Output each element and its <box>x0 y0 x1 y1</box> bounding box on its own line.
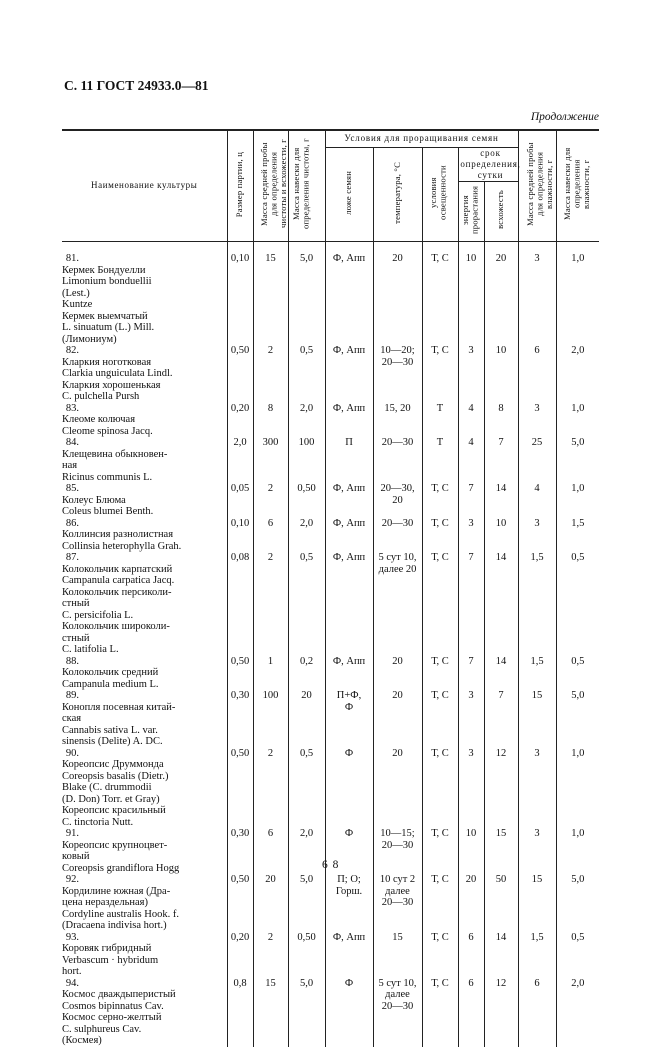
culture-name-line: (Лимониум) <box>62 333 117 345</box>
cell-temperature-line: 10 сут 2 <box>379 874 416 885</box>
cell-seed-bed-line: Ф, Апп <box>332 517 366 529</box>
cell-moisture-weigh-mass: 2,0 <box>556 345 599 403</box>
header-seed-bed: ложе семян <box>325 147 373 242</box>
cell-energy: 20 <box>458 874 484 932</box>
cell-purity-sample-mass: 2,0 <box>288 828 325 874</box>
cell-moisture-sample-mass: 1,5 <box>518 552 556 656</box>
cell-energy: 10 <box>458 242 484 346</box>
cell-lighting: Т, С <box>422 932 458 978</box>
cell-moisture-sample-mass: 3 <box>518 518 556 553</box>
cell-culture-name <box>62 656 227 691</box>
cell-seed-bed <box>325 242 373 346</box>
row-number: 85. <box>65 483 79 494</box>
cell-temperature-line: далее <box>385 989 410 1000</box>
cell-germination: 14 <box>484 656 518 691</box>
culture-name-line: Колокольчик широколи- <box>62 621 170 632</box>
cell-culture-name <box>62 345 227 403</box>
culture-name-line: Collinsia heterophylla Grah. <box>62 540 182 552</box>
cell-temperature-line: 20—30 <box>381 839 414 851</box>
culture-name-line: Limonium bonduellii <box>62 276 152 287</box>
cell-germination: 7 <box>484 437 518 483</box>
cell-seed-bed-line: Ф, Апп <box>332 483 366 494</box>
cell-culture-name <box>62 242 227 346</box>
header-term-group: срок определения, сутки <box>458 147 518 182</box>
cell-purity-sample-mass: 5,0 <box>288 978 325 1047</box>
cell-culture-name <box>62 978 227 1047</box>
cell-seed-bed-line: П+Ф, <box>336 690 362 701</box>
cell-temperature-line: далее <box>385 885 410 897</box>
cell-temperature <box>373 748 422 829</box>
cell-seed-bed <box>325 874 373 932</box>
cell-lot-size: 0,10 <box>227 518 253 553</box>
cell-temperature-line: 10—15; <box>380 828 415 839</box>
cell-avg-sample-mass: 300 <box>253 437 288 483</box>
cell-germination: 50 <box>484 874 518 932</box>
cell-temperature-line: 15 <box>392 931 403 943</box>
culture-name-line: (D. Don) Torr. et Gray) <box>62 793 160 805</box>
culture-name-line: Verbascum · hybridum <box>62 954 159 966</box>
cell-moisture-sample-mass: 3 <box>518 828 556 874</box>
cell-germination: 20 <box>484 242 518 346</box>
culture-name-line: Кореопсис красильный <box>62 805 166 816</box>
cell-purity-sample-mass: 5,0 <box>288 242 325 346</box>
cell-temperature-line: 15, 20 <box>384 402 411 414</box>
header-temperature: температура, °С <box>373 147 422 242</box>
cell-moisture-weigh-mass: 2,0 <box>556 978 599 1047</box>
culture-name-line: Coleus blumei Benth. <box>62 506 154 517</box>
cell-lighting: Т <box>422 403 458 438</box>
culture-name-line: Клещевина обыкновен- <box>62 448 168 460</box>
row-number: 84. <box>65 437 79 448</box>
cell-seed-bed <box>325 552 373 656</box>
cell-seed-bed <box>325 518 373 553</box>
cell-avg-sample-mass: 1 <box>253 656 288 691</box>
cell-purity-sample-mass: 0,50 <box>288 932 325 978</box>
cell-culture-name <box>62 690 227 748</box>
cell-culture-name <box>62 828 227 874</box>
cell-avg-sample-mass: 6 <box>253 828 288 874</box>
cell-germination: 15 <box>484 828 518 874</box>
header-culture-name: Наименование культуры <box>62 130 227 242</box>
table-row <box>62 345 599 403</box>
culture-name-line: Кореопсис крупноцвет- <box>62 839 168 851</box>
cell-temperature-line: 20—30 <box>381 356 414 368</box>
cell-avg-sample-mass: 2 <box>253 932 288 978</box>
cell-energy: 7 <box>458 656 484 691</box>
cell-temperature-line: 5 сут 10, <box>378 552 417 563</box>
cell-purity-sample-mass: 20 <box>288 690 325 748</box>
cell-temperature-line: 20 <box>392 655 403 667</box>
cell-temperature <box>373 828 422 874</box>
culture-name-line: Kuntze <box>62 299 93 310</box>
cell-lighting: Т, С <box>422 483 458 518</box>
cell-temperature-line: 20—30, <box>380 483 415 494</box>
table-row <box>62 874 599 932</box>
cell-seed-bed-line: Ф, Апп <box>332 552 366 563</box>
culture-name-line: sinensis (Delite) A. DC. <box>62 736 163 747</box>
cell-lighting: Т, С <box>422 978 458 1047</box>
cell-moisture-weigh-mass: 1,0 <box>556 828 599 874</box>
cell-lighting: Т, С <box>422 656 458 691</box>
cell-energy: 3 <box>458 748 484 829</box>
culture-name-line: Blake (C. drummodii <box>62 782 152 793</box>
cell-moisture-sample-mass: 3 <box>518 748 556 829</box>
header-lot-size: Размер партии, ц <box>227 130 253 242</box>
cell-seed-bed-line: Ф, Апп <box>332 931 366 943</box>
cell-purity-sample-mass: 0,5 <box>288 345 325 403</box>
cell-temperature-line: 20 <box>392 690 403 701</box>
row-number: 94. <box>65 977 79 989</box>
cell-purity-sample-mass: 2,0 <box>288 403 325 438</box>
cell-energy: 7 <box>458 483 484 518</box>
cell-purity-sample-mass: 2,0 <box>288 518 325 553</box>
cell-lighting: Т, С <box>422 242 458 346</box>
cell-lighting: Т, С <box>422 874 458 932</box>
cell-purity-sample-mass: 0,5 <box>288 748 325 829</box>
cell-temperature-line: 20 <box>392 253 403 264</box>
row-number: 86. <box>65 517 79 529</box>
cell-seed-bed <box>325 932 373 978</box>
culture-name-line: Cleome spinosa Jacq. <box>62 425 153 437</box>
culture-name-line: стный <box>62 632 90 644</box>
cell-seed-bed-line: Ф, Апп <box>332 655 366 667</box>
cell-purity-sample-mass: 100 <box>288 437 325 483</box>
culture-name-line: C. persicifolia L. <box>62 609 134 621</box>
cell-germination: 12 <box>484 978 518 1047</box>
cell-culture-name <box>62 932 227 978</box>
culture-name-line: Космос серно-желтый <box>62 1012 162 1023</box>
cell-lot-size: 0,30 <box>227 690 253 748</box>
cell-temperature <box>373 437 422 483</box>
cell-purity-sample-mass: 5,0 <box>288 874 325 932</box>
header-avg-sample-mass: Масса средней пробы для определения чистоты и всхожести, г <box>253 130 288 242</box>
cell-seed-bed <box>325 978 373 1047</box>
header-lighting: условия освещенности <box>422 147 458 242</box>
cell-temperature-line: 20—30 <box>381 437 414 448</box>
cell-energy: 6 <box>458 978 484 1047</box>
cell-lot-size: 0,10 <box>227 242 253 346</box>
cell-avg-sample-mass: 2 <box>253 748 288 829</box>
header-energy: энергия прорастания <box>458 182 484 242</box>
cell-temperature <box>373 978 422 1047</box>
cell-culture-name <box>62 518 227 553</box>
row-number: 88. <box>65 655 79 667</box>
cell-lot-size: 0,30 <box>227 828 253 874</box>
table-row <box>62 483 599 518</box>
cell-purity-sample-mass: 0,2 <box>288 656 325 691</box>
culture-name-line: (Lest.) <box>62 287 90 299</box>
cell-germination: 14 <box>484 483 518 518</box>
cell-moisture-weigh-mass: 1,0 <box>556 748 599 829</box>
cell-lighting: Т, С <box>422 690 458 748</box>
cell-energy: 3 <box>458 690 484 748</box>
culture-name-line: Clarkia unguiculata Lindl. <box>62 368 173 379</box>
page-header: С. 11 ГОСТ 24933.0—81 <box>64 78 209 93</box>
culture-name-line: Campanula carpatica Jacq. <box>62 575 175 586</box>
row-number: 90. <box>65 747 79 759</box>
cell-avg-sample-mass: 2 <box>253 552 288 656</box>
cell-energy: 10 <box>458 828 484 874</box>
table-row <box>62 518 599 553</box>
culture-name-line: Coreopsis basalis (Dietr.) <box>62 770 169 782</box>
row-number: 93. <box>65 931 79 943</box>
culture-name-line: C. latifolia L. <box>62 644 119 655</box>
culture-name-line: Cannabis sativa L. var. <box>62 724 158 736</box>
cell-seed-bed-line: Ф <box>344 828 354 839</box>
cell-moisture-sample-mass: 25 <box>518 437 556 483</box>
header-germination: всхожесть <box>484 182 518 242</box>
cell-temperature <box>373 518 422 553</box>
culture-name-line: Campanula medium L. <box>62 678 159 690</box>
cell-moisture-weigh-mass: 0,5 <box>556 656 599 691</box>
cell-avg-sample-mass: 100 <box>253 690 288 748</box>
table-row <box>62 748 599 829</box>
cell-lot-size: 0,50 <box>227 748 253 829</box>
culture-name-line: Колокольчик персиколи- <box>62 586 172 598</box>
cell-moisture-sample-mass: 1,5 <box>518 932 556 978</box>
cell-lot-size: 0,50 <box>227 656 253 691</box>
cell-avg-sample-mass: 15 <box>253 978 288 1047</box>
cell-energy: 4 <box>458 437 484 483</box>
cell-avg-sample-mass: 2 <box>253 483 288 518</box>
cell-seed-bed <box>325 345 373 403</box>
cell-culture-name <box>62 403 227 438</box>
culture-name-line: Коллинсия разнолистная <box>62 529 174 540</box>
culture-name-line: Космос дваждыперистый <box>62 989 176 1000</box>
cell-seed-bed-line: Ф, Апп <box>332 402 366 414</box>
cell-germination: 12 <box>484 748 518 829</box>
culture-name-line: (Космея) <box>62 1035 102 1046</box>
cell-temperature-line: 10—20; <box>380 345 415 356</box>
cell-temperature <box>373 242 422 346</box>
cell-moisture-weigh-mass: 5,0 <box>556 437 599 483</box>
cell-temperature-line: 20—30 <box>381 517 414 529</box>
table-row <box>62 552 599 656</box>
cell-seed-bed-line: Ф, Апп <box>332 253 366 264</box>
table-row <box>62 242 599 346</box>
cell-moisture-weigh-mass: 1,5 <box>556 518 599 553</box>
cell-lighting: Т <box>422 437 458 483</box>
culture-name-line: Cosmos bipinnatus Cav. <box>62 1000 164 1012</box>
cell-avg-sample-mass: 2 <box>253 345 288 403</box>
cell-avg-sample-mass: 15 <box>253 242 288 346</box>
cell-moisture-weigh-mass: 0,5 <box>556 932 599 978</box>
culture-name-line: C. tinctoria Nutt. <box>62 816 134 828</box>
culture-name-line: L. sinuatum (L.) Mill. <box>62 322 155 333</box>
cell-energy: 3 <box>458 345 484 403</box>
table-row <box>62 978 599 1047</box>
table-row <box>62 403 599 438</box>
culture-name-line: Клеоме колючая <box>62 414 136 425</box>
cell-germination: 8 <box>484 403 518 438</box>
culture-name-line: стный <box>62 598 90 609</box>
cell-avg-sample-mass: 20 <box>253 874 288 932</box>
culture-name-line: Кореопсис Друммонда <box>62 759 164 770</box>
table-row <box>62 932 599 978</box>
culture-name-line: Колеус Блюма <box>62 494 126 506</box>
cell-germination: 10 <box>484 518 518 553</box>
culture-name-line: hort. <box>62 966 82 977</box>
cell-temperature-line: далее 20 <box>378 563 417 575</box>
header-germination-conditions: Условия для проращивания семян <box>325 130 518 147</box>
cell-lot-size: 0,8 <box>227 978 253 1047</box>
cell-temperature <box>373 656 422 691</box>
cell-moisture-weigh-mass: 5,0 <box>556 690 599 748</box>
culture-name-line: цена нераздельная) <box>62 897 148 908</box>
culture-name-line: Кермек выемчатый <box>62 310 148 322</box>
cell-seed-bed <box>325 656 373 691</box>
culture-name-line: Ricinus communis L. <box>62 471 153 483</box>
row-number: 82. <box>65 345 79 356</box>
culture-name-line: Колокольчик карпатский <box>62 563 173 575</box>
culture-name-line: (Dracaena indivisa hort.) <box>62 920 167 931</box>
culture-name-line: C. pulchella Pursh <box>62 391 140 402</box>
cell-moisture-sample-mass: 3 <box>518 242 556 346</box>
row-number: 83. <box>65 402 79 414</box>
cell-temperature <box>373 552 422 656</box>
cell-temperature-line: 20—30 <box>381 1000 414 1012</box>
cell-moisture-weigh-mass: 0,5 <box>556 552 599 656</box>
cell-purity-sample-mass: 0,5 <box>288 552 325 656</box>
cell-avg-sample-mass: 6 <box>253 518 288 553</box>
page-number: 6 8 <box>322 859 340 871</box>
table-row <box>62 656 599 691</box>
cell-lot-size: 0,50 <box>227 874 253 932</box>
cell-temperature <box>373 403 422 438</box>
culture-name-line: Колокольчик средний <box>62 667 159 678</box>
cell-lot-size: 0,20 <box>227 932 253 978</box>
cell-moisture-weigh-mass: 5,0 <box>556 874 599 932</box>
cell-moisture-sample-mass: 6 <box>518 978 556 1047</box>
header-moisture-weigh-mass: Масса навески для определения влажности, г <box>556 130 599 242</box>
cell-lighting: Т, С <box>422 748 458 829</box>
cell-energy: 7 <box>458 552 484 656</box>
cell-lot-size: 2,0 <box>227 437 253 483</box>
cell-moisture-sample-mass: 1,5 <box>518 656 556 691</box>
cell-seed-bed-line: П <box>345 437 353 448</box>
cell-seed-bed-line: Ф, Апп <box>332 345 366 356</box>
culture-name-line: Кермек Бондуелли <box>62 264 146 276</box>
cell-temperature-line: 5 сут 10, <box>378 977 417 989</box>
cell-lot-size: 0,05 <box>227 483 253 518</box>
culture-name-line: ковый <box>62 851 90 862</box>
cell-moisture-sample-mass: 15 <box>518 690 556 748</box>
cell-moisture-sample-mass: 4 <box>518 483 556 518</box>
row-number: 91. <box>65 828 79 839</box>
cell-seed-bed <box>325 690 373 748</box>
cell-lighting: Т, С <box>422 552 458 656</box>
cell-seed-bed-line: Ф <box>344 747 354 759</box>
culture-name-line: Кларкия хорошенькая <box>62 379 161 391</box>
cell-energy: 3 <box>458 518 484 553</box>
cell-culture-name <box>62 874 227 932</box>
cell-temperature-line: 20—30 <box>381 897 414 908</box>
cell-energy: 4 <box>458 403 484 438</box>
cell-seed-bed <box>325 403 373 438</box>
cell-temperature <box>373 932 422 978</box>
cell-culture-name <box>62 483 227 518</box>
culture-name-line: C. sulphureus Cav. <box>62 1023 142 1035</box>
cell-seed-bed-line: Ф <box>344 701 354 713</box>
cell-culture-name <box>62 437 227 483</box>
row-number: 87. <box>65 552 79 563</box>
cell-seed-bed <box>325 748 373 829</box>
cell-seed-bed-line: Горш. <box>335 885 363 897</box>
cell-moisture-sample-mass: 15 <box>518 874 556 932</box>
culture-name-line: Коровяк гибридный <box>62 943 152 954</box>
cell-temperature-line: 20 <box>392 494 403 506</box>
cell-moisture-sample-mass: 6 <box>518 345 556 403</box>
cell-temperature <box>373 690 422 748</box>
culture-name-line: Cordyline australis Hook. f. <box>62 908 179 920</box>
header-moisture-sample-mass: Масса средней пробы для определения влажности, г <box>518 130 556 242</box>
cell-moisture-weigh-mass: 1,0 <box>556 403 599 438</box>
row-number: 81. <box>65 253 79 264</box>
row-number: 92. <box>65 874 79 885</box>
continued-label: Продолжение <box>530 111 599 123</box>
cell-avg-sample-mass: 8 <box>253 403 288 438</box>
cell-seed-bed-line: П; О; <box>337 874 361 885</box>
table-row <box>62 437 599 483</box>
cell-seed-bed <box>325 437 373 483</box>
cell-temperature <box>373 345 422 403</box>
cell-lighting: Т, С <box>422 518 458 553</box>
cell-purity-sample-mass: 0,50 <box>288 483 325 518</box>
culture-name-line: Coreopsis grandiflora Hogg <box>62 862 180 874</box>
cell-culture-name <box>62 748 227 829</box>
cell-seed-bed-line: Ф <box>344 977 354 989</box>
cell-germination: 14 <box>484 932 518 978</box>
culture-name-line: Конопля посевная китай- <box>62 701 176 713</box>
cell-culture-name <box>62 552 227 656</box>
seed-germination-table <box>62 129 599 1047</box>
culture-name-line: ная <box>62 460 78 471</box>
cell-temperature <box>373 483 422 518</box>
cell-germination: 10 <box>484 345 518 403</box>
culture-name-line: Кларкия ноготковая <box>62 356 152 368</box>
cell-germination: 7 <box>484 690 518 748</box>
cell-lot-size: 0,08 <box>227 552 253 656</box>
header-purity-sample-mass: Масса навески для определения чистоты, г <box>288 130 325 242</box>
cell-germination: 14 <box>484 552 518 656</box>
row-number: 89. <box>65 690 79 701</box>
table-row <box>62 690 599 748</box>
culture-name-line: Кордилине южная (Дра- <box>62 885 171 897</box>
cell-temperature-line: 20 <box>392 747 403 759</box>
cell-lighting: Т, С <box>422 828 458 874</box>
culture-name-line: ская <box>62 713 82 724</box>
cell-seed-bed <box>325 483 373 518</box>
cell-lighting: Т, С <box>422 345 458 403</box>
cell-temperature <box>373 874 422 932</box>
cell-moisture-weigh-mass: 1,0 <box>556 483 599 518</box>
cell-lot-size: 0,50 <box>227 345 253 403</box>
cell-energy: 6 <box>458 932 484 978</box>
cell-moisture-weigh-mass: 1,0 <box>556 242 599 346</box>
cell-moisture-sample-mass: 3 <box>518 403 556 438</box>
cell-lot-size: 0,20 <box>227 403 253 438</box>
